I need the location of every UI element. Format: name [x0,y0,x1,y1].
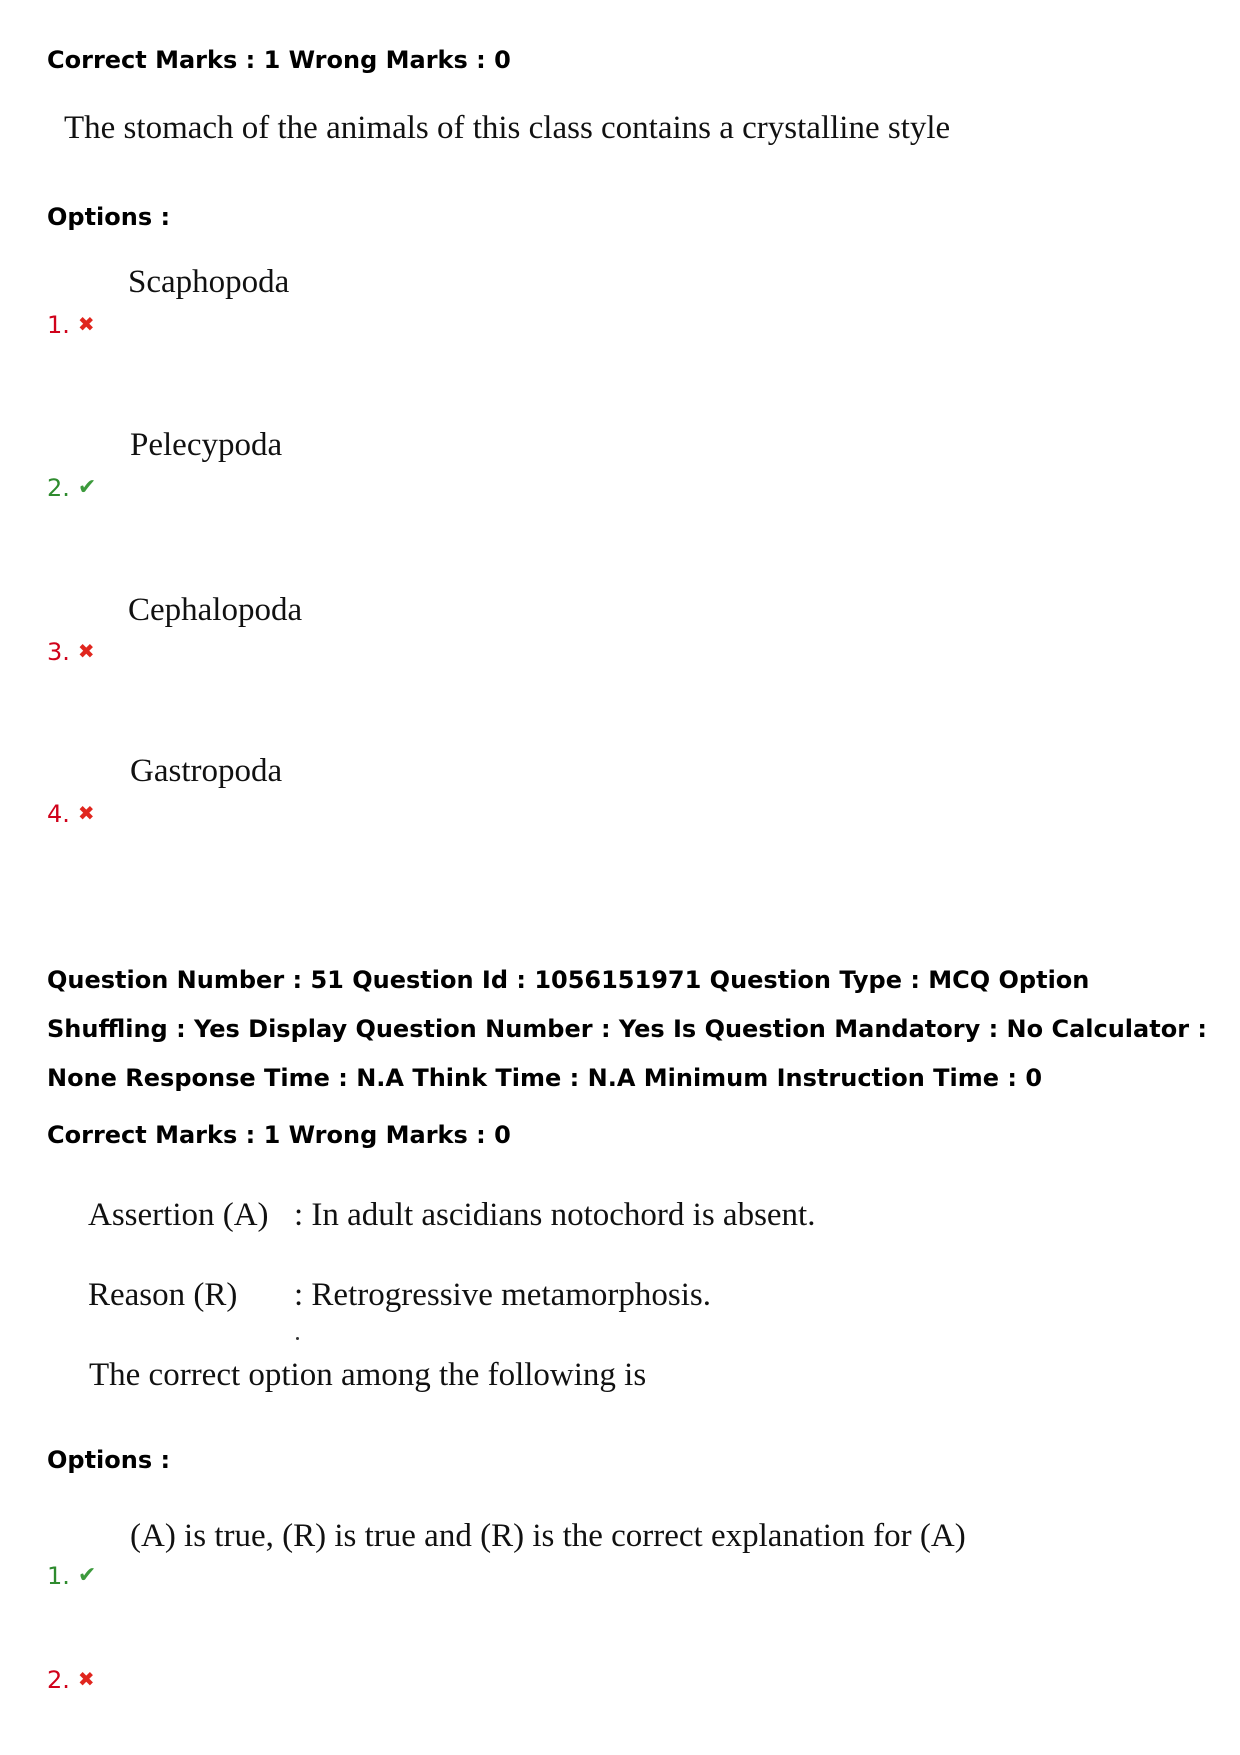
option-1-num: 1. [47,311,70,339]
option-2-number [47,1666,95,1694]
option-1-num: 1. [47,1562,70,1590]
check-icon: ✔ [77,1563,97,1588]
option-4-num: 4. [47,800,70,828]
stray-dot [296,1337,299,1340]
cross-icon: ✖ [77,1667,95,1691]
question-text: The stomach of the animals of this class contains a crystalline style [64,110,951,146]
option-2-text: Pelecypoda [130,427,283,463]
option-3-number [47,638,95,666]
option-3-text: Cephalopoda [128,592,303,628]
assertion-label: Assertion (A) [88,1197,269,1233]
option-1-number [47,311,95,339]
cross-icon: ✖ [77,312,95,336]
options-label: Options : [47,203,171,231]
assertion-text: : In adult ascidians notochord is absent. [294,1197,816,1233]
reason-row [88,1277,711,1314]
question-text: The correct option among the following is [89,1357,647,1393]
cross-icon: ✖ [77,639,95,663]
option-2-number [47,474,96,502]
option-1-text: (A) is true, (R) is true and (R) is the correct explanation for (A) [130,1518,966,1554]
assertion-row [88,1197,815,1234]
options-label: Options : [47,1446,171,1474]
option-2-num: 2. [47,474,70,502]
reason-text: : Retrogressive metamorphosis. [294,1277,712,1313]
option-1-text: Scaphopoda [128,264,290,300]
correct-wrong-marks: Correct Marks : 1 Wrong Marks : 0 [47,46,511,74]
option-2-num: 2. [47,1666,70,1694]
cross-icon: ✖ [77,801,95,825]
reason-label: Reason (R) [88,1277,238,1313]
option-4-text: Gastropoda [130,753,283,789]
option-1-number [47,1562,96,1590]
question-header: Question Number : 51 Question Id : 1056151971 Question Type : MCQ Option Shuffling : Yes Display Question Number : Yes Is Question Mandatory : No Calculator : None Response Time : N.A Think Time : N.A Minimum Instruction Time : 0 [47,966,1207,1092]
correct-wrong-marks: Correct Marks : 1 Wrong Marks : 0 [47,1121,511,1149]
check-icon: ✔ [77,475,97,500]
option-4-number [47,800,95,828]
option-3-num: 3. [47,638,70,666]
